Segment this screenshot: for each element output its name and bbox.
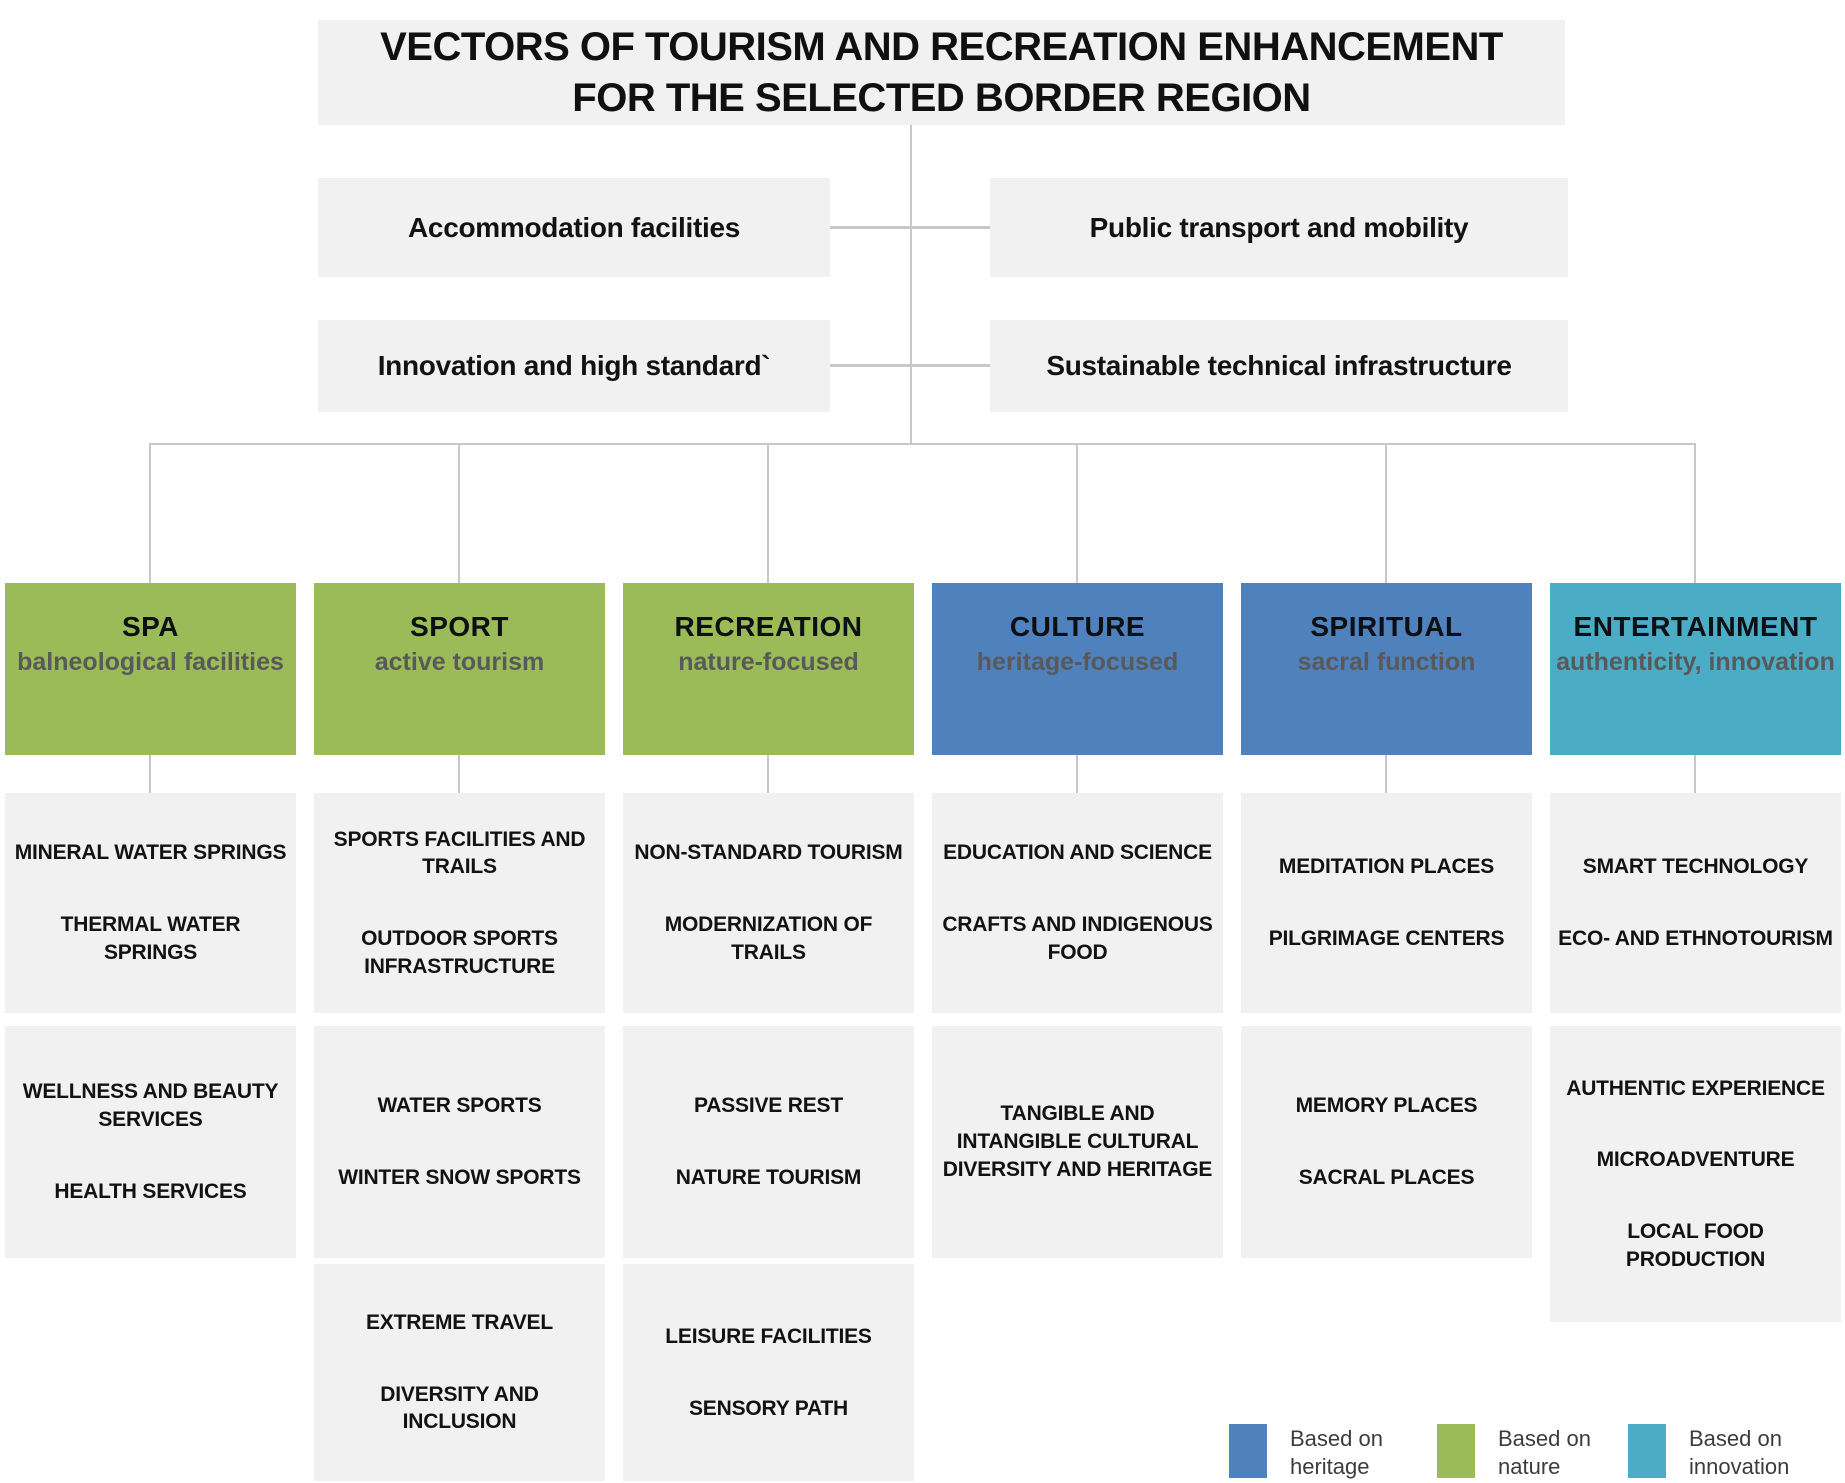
column-drop-line-recreation (767, 443, 769, 583)
public-transport-box: Public transport and mobility (990, 178, 1568, 277)
item-label: EXTREME TRAVEL (366, 1310, 553, 1334)
item-label: THERMAL WATER SPRINGS (60, 913, 241, 964)
item-label: SPORTS FACILITIES AND TRAILS (333, 827, 586, 879)
legend-label-innovation: Based on innovation (1689, 1426, 1790, 1479)
column-header-culture (932, 583, 1223, 755)
entertainment-group-2 (1550, 1026, 1841, 1322)
column-title-culture: CULTURE (1009, 611, 1146, 642)
column-header-spa (5, 583, 296, 755)
column-title-spiritual: SPIRITUAL (1310, 611, 1463, 642)
page-title (318, 20, 1565, 125)
column-header-sport (314, 583, 605, 755)
item-label: AUTHENTIC EXPERIENCE (1566, 1076, 1825, 1100)
legend-label-heritage: Based on heritage (1290, 1426, 1383, 1479)
spa-group-1 (5, 793, 296, 1013)
column-drop-line-spiritual (1385, 443, 1387, 583)
column-drop-line-culture (1076, 443, 1078, 583)
header-stub-line-spa (149, 755, 151, 793)
item-label: SMART TECHNOLOGY (1582, 855, 1809, 879)
item-label: OUTDOOR SPORTS INFRASTRUCTURE (361, 927, 558, 978)
header-stub-line-recreation (767, 755, 769, 793)
accommodation-facilities-box: Accommodation facilities (318, 178, 830, 277)
sport-group-1 (314, 793, 605, 1013)
header-stub-line-sport (458, 755, 460, 793)
culture-group-1 (932, 793, 1223, 1013)
column-title-spa: SPA (122, 611, 179, 642)
spiritual-group-2 (1241, 1026, 1532, 1258)
column-subtitle-recreation: nature-focused (678, 648, 859, 676)
distribution-line (150, 443, 1696, 445)
item-label: TANGIBLE AND INTANGIBLE CULTURAL DIVERSITY AND HERITAGE (942, 1102, 1213, 1181)
column-subtitle-entertainment: authenticity, innovation (1556, 648, 1835, 676)
column-title-entertainment: ENTERTAINMENT (1573, 611, 1818, 642)
column-header-recreation (623, 583, 914, 755)
item-label: MICROADVENTURE (1596, 1148, 1795, 1172)
header-stub-line-entertainment (1694, 755, 1696, 793)
column-subtitle-sport: active tourism (374, 648, 545, 676)
item-label: LEISURE FACILITIES (665, 1324, 872, 1348)
item-label: SACRAL PLACES (1298, 1166, 1475, 1189)
item-label: MODERNIZATION OF TRAILS (664, 913, 873, 964)
column-subtitle-spa: balneological facilities (17, 648, 284, 676)
item-label: WATER SPORTS (377, 1094, 542, 1118)
item-label: CRAFTS AND INDIGENOUS FOOD (942, 913, 1213, 964)
recreation-group-2 (623, 1026, 914, 1258)
innovation-standard-box: Innovation and high standard` (318, 320, 830, 412)
column-title-recreation: RECREATION (674, 611, 863, 642)
item-label: HEALTH SERVICES (54, 1179, 247, 1203)
item-label: WELLNESS AND BEAUTY SERVICES (22, 1080, 279, 1132)
column-header-entertainment (1550, 583, 1841, 755)
item-label: MEMORY PLACES (1295, 1094, 1478, 1118)
legend-label-nature: Based on nature (1498, 1426, 1591, 1479)
row2-connector-line (830, 364, 990, 367)
sport-group-2 (314, 1026, 605, 1258)
recreation-group-1 (623, 793, 914, 1013)
item-label: DIVERSITY AND INCLUSION (380, 1382, 539, 1434)
sport-group-3 (314, 1264, 605, 1481)
row1-connector-line (830, 226, 990, 229)
recreation-group-3 (623, 1264, 914, 1481)
column-header-spiritual (1241, 583, 1532, 755)
item-label: MINERAL WATER SPRINGS (14, 841, 287, 865)
item-label: NON-STANDARD TOURISM (634, 841, 903, 865)
page-title-line-1: VECTORS OF TOURISM AND RECREATION ENHANCEMENT (380, 25, 1503, 70)
legend-swatch-innovation (1628, 1424, 1666, 1478)
column-drop-line-spa (149, 443, 151, 583)
item-label: WINTER SNOW SPORTS (338, 1166, 581, 1189)
column-subtitle-spiritual: sacral function (1297, 648, 1476, 676)
culture-group-2 (932, 1026, 1223, 1258)
column-drop-line-sport (458, 443, 460, 583)
spiritual-group-1 (1241, 793, 1532, 1013)
item-label: PASSIVE REST (694, 1094, 843, 1118)
spa-group-2 (5, 1026, 296, 1258)
item-label: SENSORY PATH (688, 1396, 849, 1420)
item-label: NATURE TOURISM (675, 1166, 862, 1189)
header-stub-line-spiritual (1385, 755, 1387, 793)
column-title-sport: SPORT (410, 611, 509, 642)
item-label: PILGRIMAGE CENTERS (1268, 927, 1505, 950)
item-label: ECO- AND ETHNOTOURISM (1558, 927, 1833, 950)
legend-swatch-heritage (1229, 1424, 1267, 1478)
item-label: MEDITATION PLACES (1278, 855, 1495, 879)
page-title-line-2: FOR THE SELECTED BORDER REGION (572, 75, 1311, 120)
column-subtitle-culture: heritage-focused (976, 648, 1179, 676)
column-drop-line-entertainment (1694, 443, 1696, 583)
legend-swatch-nature (1437, 1424, 1475, 1478)
header-stub-line-culture (1076, 755, 1078, 793)
title-trunk-line (910, 125, 912, 445)
sustainable-infrastructure-box: Sustainable technical infrastructure (990, 320, 1568, 412)
entertainment-group-1 (1550, 793, 1841, 1013)
item-label: LOCAL FOOD PRODUCTION (1625, 1220, 1766, 1271)
item-label: EDUCATION AND SCIENCE (943, 841, 1212, 865)
